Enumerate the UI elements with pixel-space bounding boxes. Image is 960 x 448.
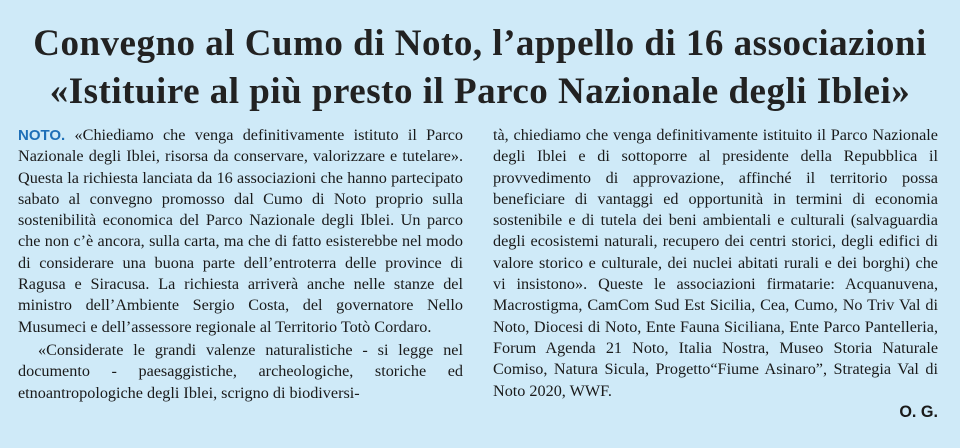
headline-line-1: Convegno al Cumo di Noto, l’appello di 16 associazioni bbox=[33, 23, 927, 64]
author-signature: O. G. bbox=[899, 402, 938, 421]
paragraph-2-start: «Considerate le grandi valenze naturalistiche - si legge nel documento - paesaggistiche, archeologiche, storiche ed etnoantropologiche degli Iblei, scrigno di biodiversi- bbox=[18, 340, 463, 402]
article-column-right bbox=[493, 125, 938, 423]
paragraph-1 bbox=[18, 125, 463, 338]
headline-line-2: «Istituire al più presto il Parco Nazionale degli Iblei» bbox=[49, 71, 911, 112]
article-column-left bbox=[18, 125, 463, 404]
paragraph-2-continued: tà, chiediamo che venga definitivamente istituito il Parco Nazionale degli Iblei e di sottoporre al presidente della Repubblica il provvedimento di approvazione, affinché il territorio possa beneficiare di vantaggi ed opportunità in termini di economia sostenibile e di tutela dei beni ambientali e culturali (salvaguardia degli ecosistemi naturali, recupero dei centri storici, degli edifici di valore storico e culturale, dei nuclei abitati rurali e dei borghi) che vi insistono». Queste le associazioni firmatarie: Acquanuvena, Macrostigma, CamCom Sud Est Sicilia, Cea, Cumo, No Triv Val di Noto, Diocesi di Noto, Ente Fauna Siciliana, Ente Parco Pantelleria, Forum Agenda 21 Noto, Italia Nostra, Museo Storia Naturale Comiso, Natura Sicula, Progetto“Fiume Asinaro”, Strategia Val di Noto 2020, WWF. bbox=[493, 126, 938, 400]
dateline: NOTO. bbox=[18, 127, 66, 144]
paragraph-1-text: «Chiediamo che venga definitivamente istituto il Parco Nazionale degli Iblei, risorsa da conservare, valorizzare e tutelare». Questa la richiesta lanciata da 16 associazioni che hanno partecipato sabato al convegno promosso dal Cumo di Noto proprio sulla sostenibilità economica del Parco Nazionale degli Iblei. Un parco che non c’è ancora, sulla carta, ma che di fatto esisterebbe nel modo di considerare una buona parte dell’entroterra delle province di Ragusa e Siracusa. La richiesta arriverà anche nelle stanze del ministro dell’Ambiente Sergio Costa, del governatore Nello Musumeci e dell’assessore regionale al Territorio Totò Cordaro. bbox=[18, 126, 464, 336]
